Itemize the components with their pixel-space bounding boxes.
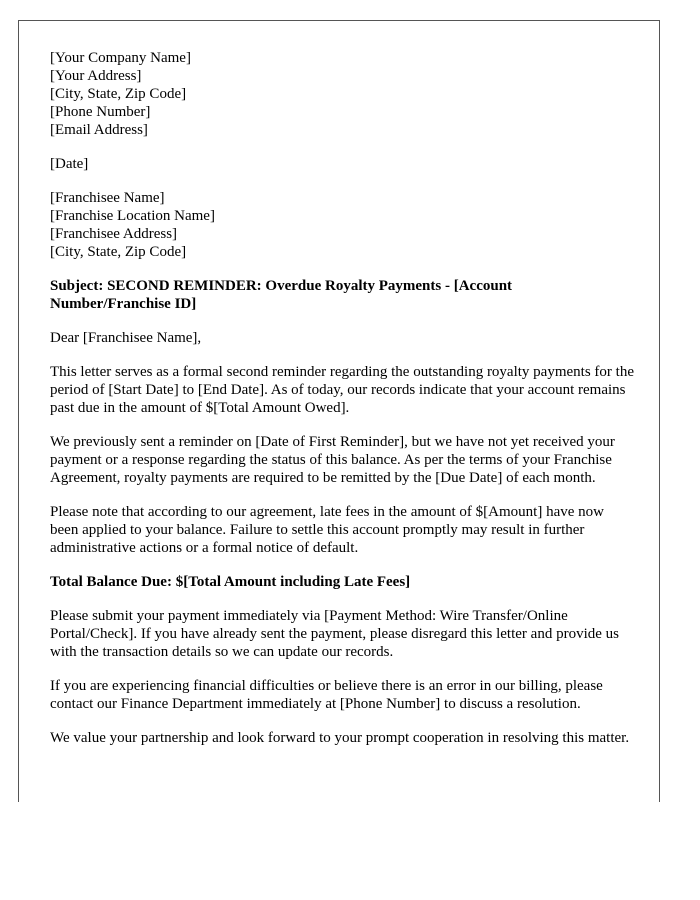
letter-date: [Date] bbox=[50, 156, 89, 172]
total-balance-due: Total Balance Due: $[Total Amount including Late Fees] bbox=[50, 574, 411, 590]
sender-email: [Email Address] bbox=[50, 122, 148, 138]
recipient-block bbox=[50, 189, 635, 261]
recipient-name: [Franchisee Name] bbox=[50, 190, 165, 206]
paragraph-payment-instructions: Please submit your payment immediately via [Payment Method: Wire Transfer/Online Portal/Check]. If you have already sent the payment, please disregard this letter and provide us with the transaction details so we can update our records. bbox=[50, 608, 619, 660]
sender-address: [Your Address] bbox=[50, 68, 142, 84]
recipient-location: [Franchise Location Name] bbox=[50, 208, 215, 224]
paragraph-partnership: We value your partnership and look forward to your prompt cooperation in resolving this matter. bbox=[50, 730, 630, 746]
letter-body bbox=[50, 49, 635, 763]
subject-line: Subject: SECOND REMINDER: Overdue Royalty Payments - [Account Number/Franchise ID] bbox=[50, 278, 513, 312]
sender-phone: [Phone Number] bbox=[50, 104, 151, 120]
salutation: Dear [Franchisee Name], bbox=[50, 330, 202, 346]
recipient-address: [Franchisee Address] bbox=[50, 226, 178, 242]
sender-city-state-zip: [City, State, Zip Code] bbox=[50, 86, 187, 102]
sender-block bbox=[50, 49, 635, 139]
paragraph-financial-difficulties: If you are experiencing financial difficulties or believe there is an error in our billing, please contact our Finance Department immediately at [Phone Number] to discuss a resolution. bbox=[50, 678, 603, 712]
paragraph-previous-reminder: We previously sent a reminder on [Date of First Reminder], but we have not yet received your payment or a response regarding the status of this balance. As per the terms of your Franchise Agreement, royalty payments are required to be remitted by the [Due Date] of each month. bbox=[50, 434, 615, 486]
date-block bbox=[50, 155, 635, 173]
paragraph-intro: This letter serves as a formal second reminder regarding the outstanding royalty payments for the period of [Start Date] to [End Date]. As of today, our records indicate that your account remains past due in the amount of $[Total Amount Owed]. bbox=[50, 364, 634, 416]
paragraph-late-fees: Please note that according to our agreement, late fees in the amount of $[Amount] have now been applied to your balance. Failure to settle this account promptly may result in further administrative actions or a formal notice of default. bbox=[50, 504, 604, 556]
recipient-city-state-zip: [City, State, Zip Code] bbox=[50, 244, 187, 260]
sender-company: [Your Company Name] bbox=[50, 50, 191, 66]
letter-page bbox=[18, 20, 660, 802]
